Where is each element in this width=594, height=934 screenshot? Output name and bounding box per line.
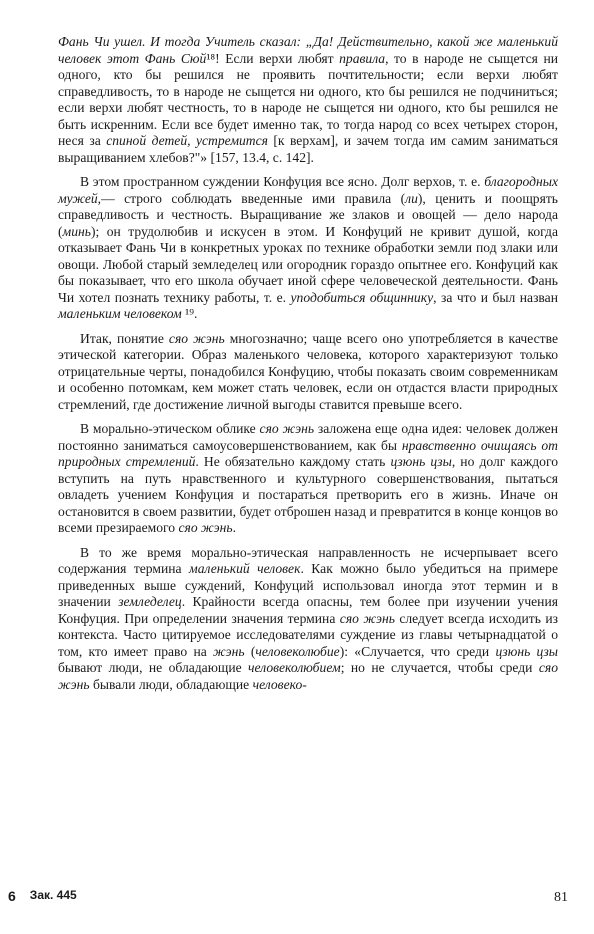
text-run: многозначно; чаще всего оно употребляется в качестве этической категории. Образ маленького человека, которого характеризуют только отрицательные черты, понадобился Конфуцию, чтобы показать своим современникам и особенно потомкам, кем может стать человек, если он отдастся власти природных стремлений, где достижение личной выгоды ставится превыше всего. <box>58 330 558 412</box>
text-run: . Не обязательно каждому стать <box>195 454 391 469</box>
text-run: . <box>232 520 236 535</box>
italic-term: уподобиться общиннику <box>290 289 434 305</box>
text-run: , то в народе не сыщется ни одного, кто бы решился не проявить почтительности; если верхи любят справедливость, то в народе не сыщется ни одного, кто бы решился не подчиниться; если верхи любят честность, то в народе не сыщется ни одного, кто бы решился не быть искренним. Если все будет именно так, то тогда народ со всех четырех сторон, неся за <box>58 50 558 148</box>
italic-term: человеколюбием <box>248 660 341 675</box>
italic-term: сяо жэнь <box>168 330 225 346</box>
text-run: [к верхам], и зачем тогда им самим заниматься выращиванием хлебов?"» [157, 13.4, с. 142]. <box>58 133 558 165</box>
italic-term: маленький человек <box>189 561 301 576</box>
paragraph <box>58 545 558 694</box>
italic-term: правила <box>339 50 386 66</box>
text-run: , за что и был назван <box>433 289 558 305</box>
italic-term: земледелец <box>118 594 182 609</box>
italic-term: маленький человек <box>58 34 558 66</box>
text-run: ); он трудолюбив и искусен в этом. И Конфуций не кривит душой, когда отказывает Фань Чи в конкретных уроках по технике обработки земли под злаки или овощи. Любой старый земледелец или огородник гораздо опытнее его. Конфуций как бы показывает, что его школа обучает иной сфере человеческой деятельности. Фань Чи хотел познать технику работы, т. е. <box>58 223 558 305</box>
text-run: . Крайности всегда опасны, тем более при изучении учения Конфуция. При определении значения термина <box>58 594 558 626</box>
text-run: ¹⁸ <box>206 50 216 66</box>
italic-term: цзюнь цзы <box>495 643 558 659</box>
text-run: ), ценить и поощрять справедливость и честность. Выращивание же злаков и овощей — дело народа ( <box>58 190 558 239</box>
paragraph <box>58 34 558 166</box>
text-run: В этом пространном суждении Конфуция все ясно. Долг верхов, т. е. <box>80 174 485 189</box>
text-run: ; но не случается, чтобы среди <box>340 660 539 675</box>
italic-term: Фань Чи ушел. И тогда Учитель сказал: „Да! Действительно, какой же <box>58 34 498 49</box>
italic-term: жэнь <box>213 643 245 659</box>
text-run: Итак, понятие <box>80 330 169 346</box>
italic-term: спиной детей, устремится <box>106 133 268 148</box>
paragraph <box>58 331 558 414</box>
text-run: бывают люди, не обладающие <box>58 660 249 675</box>
italic-term: минь <box>62 223 91 239</box>
italic-term: маленьким человеком <box>58 306 182 321</box>
text-run: ! Если верхи любят <box>215 50 340 66</box>
italic-term: сяо жэнь <box>178 520 233 535</box>
text-run: . Как можно было убедиться на примере приведенных выше суждений, Конфуций использовал иногда этот термин и в значении <box>58 561 558 609</box>
text-run: В то же время морально-этическая направленность не исчерпывает всего содержания термина <box>58 544 558 576</box>
page-body <box>58 34 558 701</box>
italic-term: сяо жэнь <box>58 660 558 692</box>
text-run: ¹⁹. <box>181 306 198 321</box>
italic-term: этот Фань Сюй <box>101 50 207 66</box>
signature-number: 6 <box>8 888 16 904</box>
paragraph <box>58 174 558 323</box>
paragraph <box>58 421 558 537</box>
text-run: В морально-этическом облике <box>80 421 260 436</box>
italic-term: человеко- <box>252 676 307 692</box>
italic-term: цзюнь цзы <box>390 454 452 469</box>
text-run: ( <box>244 643 256 659</box>
signature-text: Зак. 445 <box>29 888 77 902</box>
italic-term: нравственно очищаясь от природных стремлений <box>58 437 558 469</box>
printer-signature <box>8 888 77 904</box>
text-run: заложена еще одна идея: человек должен постоянно заниматься самоусовершенствованием, как бы <box>58 421 558 453</box>
italic-term: благородных мужей <box>58 174 558 206</box>
text-run: , но долг каждого вступить на путь нравственного и культурного совершенствования, пытаться овладеть учением Конфуция и постараться претворить его в жизнь. Иначе он остановится в своем развитии, будет отброшен назад и превратится в конце концов во всеми презираемого <box>58 454 559 535</box>
italic-term: сяо жэнь <box>339 610 395 626</box>
page-footer <box>8 888 568 906</box>
italic-term: ли <box>405 190 418 206</box>
text-run: бывали люди, обладающие <box>89 676 253 692</box>
page-number: 81 <box>554 890 568 905</box>
italic-term: человеколюбие <box>255 643 340 659</box>
text-run: следует всегда исходить из контекста. Часто цитируемое исследователями суждение из главы четырнадцатой о том, кто имеет право на <box>58 610 559 659</box>
text-run: ,— строго соблюдать введенные ими правила ( <box>97 190 406 206</box>
italic-term: сяо жэнь <box>259 421 315 436</box>
text-run: ): «Случается, что среди <box>339 643 496 659</box>
